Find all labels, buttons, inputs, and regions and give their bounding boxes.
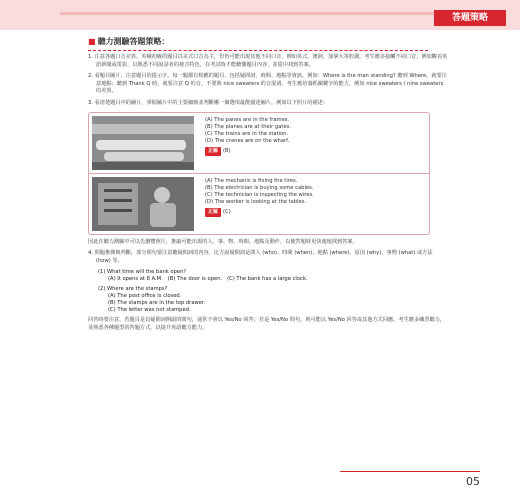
item-text: 問題推測與判斷，部分問句要注意聽疑問詞的內容，比方說疑問詞是問人 (who)、時間 (when)、地點 (where)、原因 (why)、事物 (what) 或方法 (how) 等。 [94, 250, 433, 264]
section-title [88, 36, 448, 47]
example-question: (2) Where are the stamps? [98, 286, 168, 293]
option-a: (A) The panes are in the frames. [205, 116, 290, 123]
example-answer: (B) The door is open. [167, 276, 223, 283]
answer-badge: 正解 [205, 147, 221, 156]
mechanic-photo-graphic [92, 177, 194, 231]
section-tab: 答題策略 [434, 10, 506, 26]
example-question: (1) What time will the bank open? [98, 269, 187, 276]
strategy-item-4 [88, 250, 448, 265]
item-number: 2. [88, 73, 93, 80]
item-number: 4. [88, 250, 93, 257]
header-stripe [60, 12, 440, 15]
option-b: (B) The planes are at their gates. [205, 123, 291, 130]
strategy-item-3 [88, 100, 448, 108]
section-title-text: 聽力測驗答題策略： [97, 37, 170, 46]
closing-text: 回答時要注意，若題目是以疑問詞開頭的問句，通常不會以 Yes/No 回答；若是 Yes/No 問句，則可能以 Yes/No 回答或其他方式回應。考生應多練習聽力，並熟悉各種題型的答題方式，以提升英語聽力能力。 [88, 317, 446, 331]
example-1 [98, 269, 448, 283]
example-answers [108, 276, 448, 283]
option-a: (A) The mechanic is fixing the tires. [205, 177, 298, 184]
question-options [197, 113, 429, 173]
item-number: 1. [88, 54, 93, 60]
footer-rule [340, 471, 480, 472]
example-answer: (C) The letter was not stamped. [108, 307, 191, 314]
option-c: (C) The technician is inspecting the wires. [205, 191, 314, 198]
after-questions-text: 因此在聽力測驗中可以先瀏覽照片，推敲可能出現的人、事、物、時間、地點及動作，以便答題時更快速地找到答案。 [88, 238, 358, 245]
question-row [89, 113, 429, 174]
trains-photo [92, 116, 194, 170]
answer-letter: (B) [223, 147, 231, 154]
option-b: (B) The electrician is buying some cables. [205, 184, 314, 191]
question-row [89, 174, 429, 234]
example-answer: (A) The post office is closed. [108, 293, 182, 300]
strategy-item-1 [88, 54, 448, 69]
item-text: 看題目圖片，注意題目的提示字。每一題都有相應的題目，包括疑問詞、時間、地點等資訊。例如：Where is the man standing? 聽到 Where，就要注意地點；聽到 Thank Q 時，就要注意 Q 的音，不要與 nice sweaters 的音混淆。考生應培養抓關鍵字的能力，例如 nice sweaters / nine sweaters 的差異。 [94, 73, 447, 95]
page-number: 05 [466, 475, 480, 488]
example-answer: (A) It opens at 8 A.M. [108, 276, 163, 283]
example-2 [98, 286, 448, 314]
example-answer: (C) The bank has a large clock. [227, 276, 308, 283]
example-answer: (B) The stamps are in the top drawer. [108, 300, 206, 307]
answer-badge: 正解 [205, 208, 221, 217]
option-d: (D) The cranes are on the wharf. [205, 137, 290, 144]
option-c: (C) The trains are in the station. [205, 130, 289, 137]
item-text: 注意各題口音差異。英檢初級的題目以美式口音為主，但仍可能出現其他不同口音，例如英式、澳洲、加拿大等腔調。考生應多接觸不同口音，例如觀看英語新聞或電影，以熟悉不同說話者的發音特色，在考試時才能聽懂題目內容，並從中找到答案。 [94, 54, 448, 68]
option-d: (D) The worker is looking at the tables. [205, 198, 307, 205]
answer [205, 208, 231, 217]
answer [205, 147, 231, 156]
bullet-icon: ■ [88, 37, 96, 46]
trains-photo-graphic [92, 116, 194, 170]
mechanic-photo [92, 177, 194, 231]
item-number: 3. [88, 99, 93, 106]
photo-question-block [88, 112, 430, 235]
section-divider [88, 50, 428, 51]
strategy-item-2 [88, 73, 448, 96]
page-content [88, 30, 448, 470]
question-options [197, 174, 429, 234]
item-text: 看清楚題目中的圖片，掌握圖片中的主要細節並判斷哪一個選項最能描述圖片。例如以下照片的描述： [94, 99, 329, 106]
answer-letter: (C) [223, 208, 231, 215]
